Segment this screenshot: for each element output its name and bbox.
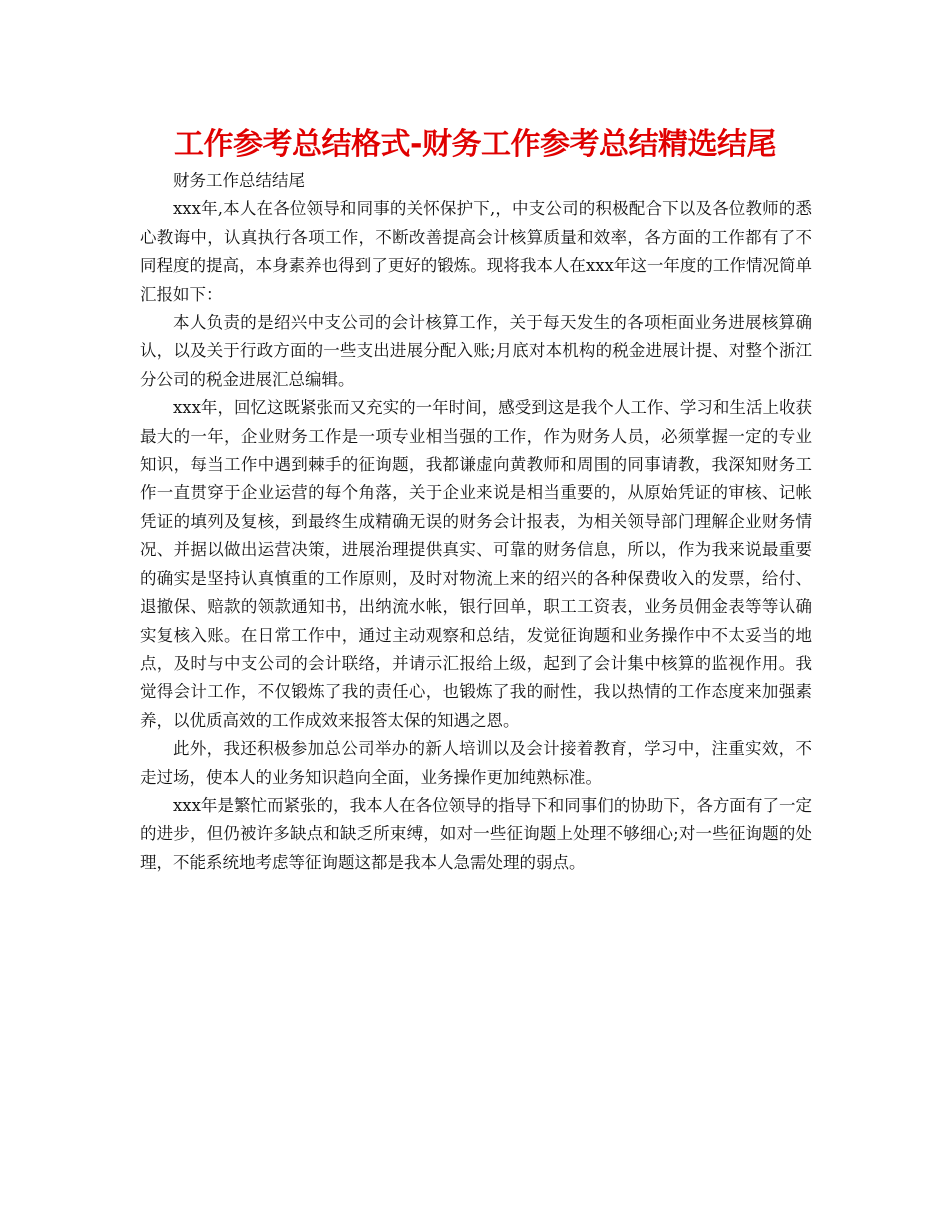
- paragraph-4: 此外，我还积极参加总公司举办的新人培训以及会计接着教育，学习中，注重实效，不走过场，使本人的业务知识趋向全面，业务操作更加纯熟标准。: [140, 739, 812, 787]
- paragraph-2: 本人负责的是绍兴中支公司的会计核算工作，关于每天发生的各项柜面业务进展核算确认，以及关于行政方面的一些支出进展分配入账;月底对本机构的税金进展计提、对整个浙江分公司的税金进展汇总编辑。: [140, 313, 812, 389]
- paragraph-5: xxx年是繁忙而紧张的，我本人在各位领导的指导下和同事们的协助下，各方面有了一定的进步，但仍被许多缺点和缺乏所束缚，如对一些征询题上处理不够细心;对一些征询题的处理，不能系统地考虑等征询题这都是我本人急需处理的弱点。: [140, 795, 812, 872]
- document-body: [140, 167, 812, 877]
- document-title: 工作参考总结格式-财务工作参考总结精选结尾: [174, 127, 776, 162]
- paragraph-1: xxx年,本人在各位领导和同事的关怀保护下,，中支公司的积极配合下以及各位教师的悉心教诲中，认真执行各项工作，不断改善提高会计核算质量和效率，各方面的工作都有了不同程度的提高，本身素养也得到了更好的锻炼。现将我本人在xxx年这一年度的工作情况简单汇报如下：: [140, 199, 812, 304]
- paragraph-3: xxx年，回忆这既紧张而又充实的一年时间，感受到这是我个人工作、学习和生活上收获最大的一年，企业财务工作是一项专业相当强的工作，作为财务人员，必须掌握一定的专业知识，每当工作中遇到棘手的征询题，我都谦虚向黄教师和周围的同事请教，我深知财务工作一直贯穿于企业运营的每个角落，关于企业来说是相当重要的，从原始凭证的审核、记帐凭证的填列及复核，到最终生成精确无误的财务会计报表，为相关领导部门理解企业财务情况、并据以做出运营决策，进展治理提供真实、可靠的财务信息，所以，作为我来说最重要的确实是坚持认真慎重的工作原则，及时对物流上来的绍兴的各种保费收入的发票，给付、退撤保、赔款的领款通知书，出纳流水帐，银行回单，职工工资表，业务员佣金表等等认确实复核入账。在日常工作中，通过主动观察和总结，发觉征询题和业务操作中不太妥当的地点，及时与中支公司的会计联络，并请示汇报给上级，起到了会计集中核算的监视作用。我觉得会计工作，不仅锻炼了我的责任心，也锻炼了我的耐性，我以热情的工作态度来加强素养，以优质高效的工作成效来报答太保的知遇之恩。: [140, 398, 812, 730]
- document-subtitle: 财务工作总结结尾: [173, 171, 305, 190]
